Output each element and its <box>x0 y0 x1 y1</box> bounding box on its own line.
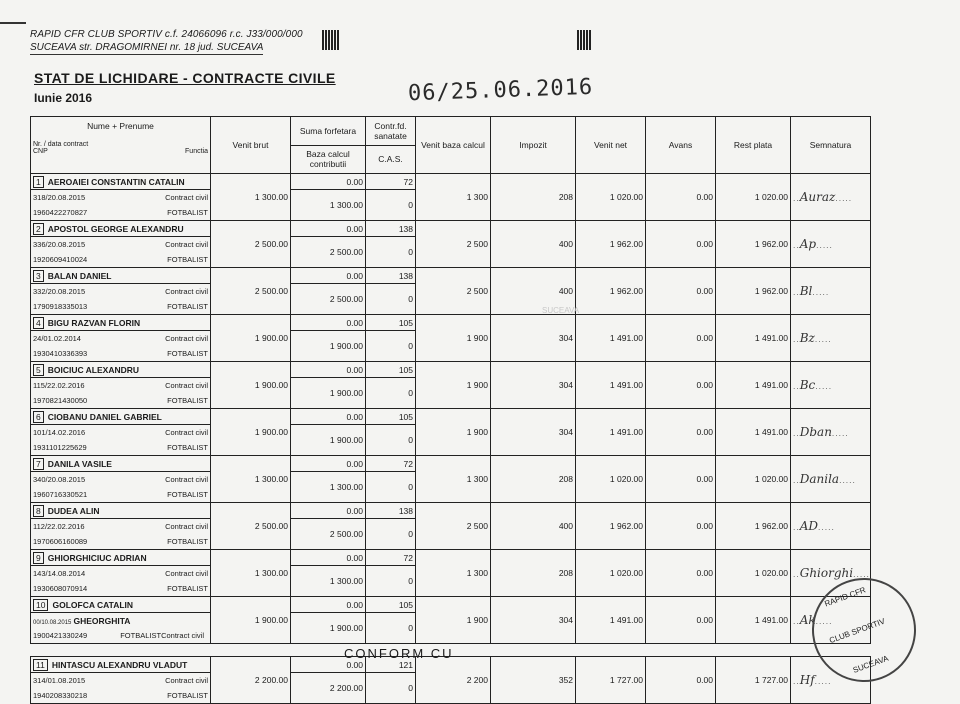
impozit-cell: 400 <box>491 503 576 550</box>
function-value: FOTBALIST <box>167 537 208 546</box>
signature-dots: ..... <box>835 193 853 203</box>
signature-cell <box>791 456 871 503</box>
venit-brut-cell: 1 300.00 <box>211 174 291 221</box>
signature-cell <box>791 174 871 221</box>
employee-name: BALAN DANIEL <box>47 270 112 281</box>
header-impozit: Impozit <box>491 117 576 174</box>
cnp-cell <box>31 628 211 644</box>
cnp-cell <box>31 346 211 362</box>
contract-number: 314/01.08.2015 <box>33 676 86 685</box>
rest-plata-cell: 1 020.00 <box>716 550 791 597</box>
signature-dots: .. <box>793 569 800 579</box>
cas-cell: 0 <box>366 566 416 597</box>
cnp-value: 1931101225629 <box>33 443 87 452</box>
signature-dots: .. <box>793 616 800 626</box>
avans-cell: 0.00 <box>646 362 716 409</box>
row-number: 9 <box>33 552 44 564</box>
cas-cell: 0 <box>366 673 416 704</box>
header-row-1 <box>31 117 871 146</box>
employee-name: DUDEA ALIN <box>47 505 100 516</box>
avans-cell: 0.00 <box>646 315 716 362</box>
impozit-cell: 400 <box>491 221 576 268</box>
suma-forfetara-cell: 0.00 <box>291 657 366 673</box>
baza-calcul-cell: 1 900.00 <box>291 425 366 456</box>
contract-cell <box>31 331 211 347</box>
impozit-cell: 304 <box>491 409 576 456</box>
venit-baza-cell: 1 900 <box>416 362 491 409</box>
signature-dots: ..... <box>815 616 833 626</box>
venit-baza-cell: 2 500 <box>416 268 491 315</box>
contract-cell <box>31 237 211 253</box>
venit-net-cell: 1 491.00 <box>576 597 646 644</box>
sanatate-cell: 72 <box>366 174 416 190</box>
signature-dots: .. <box>793 475 800 485</box>
stamp-text-mid: CLUB SPORTIV <box>828 616 887 646</box>
contract-number: 332/20.08.2015 <box>33 287 86 296</box>
contract-number: 336/20.08.2015 <box>33 240 86 249</box>
cnp-value: 1960716330521 <box>33 490 88 499</box>
contract-number: 00/10.08.2015 <box>33 619 72 626</box>
employee-name: DANILA VASILE <box>47 458 112 469</box>
suma-forfetara-cell: 0.00 <box>291 174 366 190</box>
employee-name: GHIORGHICIUC ADRIAN <box>47 552 147 563</box>
sanatate-cell: 105 <box>366 315 416 331</box>
contract-type: Contract civil <box>165 428 208 437</box>
contract-type: Contract civil <box>165 287 208 296</box>
cnp-value: 1970606160089 <box>33 537 88 546</box>
contract-cell <box>31 472 211 488</box>
contract-type: Contract civil <box>165 676 208 685</box>
row-number: 3 <box>33 270 44 282</box>
document-title: STAT DE LICHIDARE - CONTRACTE CIVILE <box>34 70 336 86</box>
venit-baza-cell: 2 200 <box>416 657 491 704</box>
venit-brut-cell: 1 900.00 <box>211 597 291 644</box>
rest-plata-cell: 1 962.00 <box>716 503 791 550</box>
header-baza-calcul: Baza calcul contributii <box>291 145 366 174</box>
row-number: 5 <box>33 364 44 376</box>
scan-mark <box>0 22 26 24</box>
payroll-table <box>30 116 871 704</box>
function-value: FOTBALIST <box>167 691 208 700</box>
function-value: FOTBALIST <box>167 208 208 217</box>
row-number: 6 <box>33 411 44 423</box>
rest-plata-cell: 1 020.00 <box>716 174 791 221</box>
company-line: RAPID CFR CLUB SPORTIV c.f. 24066096 r.c. J33/000/000 <box>30 29 303 40</box>
name-cell <box>31 221 211 237</box>
table-row <box>31 221 871 237</box>
employee-name: BOICIUC ALEXANDRU <box>47 364 140 375</box>
venit-net-cell: 1 962.00 <box>576 221 646 268</box>
name-cell <box>31 550 211 566</box>
document-period: Iunie 2016 <box>34 91 93 105</box>
function-value: FOTBALIST <box>167 443 208 452</box>
header-venit-baza-calcul: Venit baza calcul <box>416 117 491 174</box>
contract-cell <box>31 190 211 206</box>
signature-dots: ..... <box>818 522 835 532</box>
contract-type: Contract civil <box>165 381 208 390</box>
name-cell <box>31 409 211 425</box>
signature-cell <box>791 503 871 550</box>
baza-calcul-cell: 1 900.00 <box>291 331 366 362</box>
contract-type: Contract civil <box>165 569 208 578</box>
venit-net-cell: 1 727.00 <box>576 657 646 704</box>
suma-forfetara-cell: 0.00 <box>291 409 366 425</box>
sanatate-cell: 105 <box>366 597 416 613</box>
cnp-value: 1940208330218 <box>33 691 88 700</box>
employee-name: CIOBANU DANIEL GABRIEL <box>47 411 162 422</box>
avans-cell: 0.00 <box>646 221 716 268</box>
header-contract-label: Nr. / data contract <box>33 141 89 148</box>
header-cnp-label: CNP <box>33 148 48 155</box>
cnp-cell <box>31 440 211 456</box>
avans-cell: 0.00 <box>646 597 716 644</box>
contract-cell <box>31 284 211 300</box>
sanatate-cell: 72 <box>366 456 416 472</box>
row-number: 4 <box>33 317 44 329</box>
baza-calcul-cell: 2 500.00 <box>291 284 366 315</box>
name-cell <box>31 315 211 331</box>
signature: Danila <box>799 472 840 486</box>
name-cell <box>31 174 211 190</box>
header-suma-forfetara: Suma forfetara <box>291 117 366 146</box>
contract-type: Contract civil <box>165 240 208 249</box>
signature: Bz <box>799 331 815 345</box>
function-value: FOTBALIST <box>167 490 208 499</box>
name-cell <box>31 456 211 472</box>
venit-baza-cell: 1 300 <box>416 550 491 597</box>
venit-baza-cell: 1 300 <box>416 174 491 221</box>
venit-net-cell: 1 962.00 <box>576 268 646 315</box>
cas-cell: 0 <box>366 519 416 550</box>
address-line: SUCEAVA str. DRAGOMIRNEI nr. 18 jud. SUCEAVA <box>30 42 264 53</box>
cnp-value: 1790918335013 <box>33 302 88 311</box>
rest-plata-cell: 1 491.00 <box>716 597 791 644</box>
suma-forfetara-cell: 0.00 <box>291 315 366 331</box>
contract-cell <box>31 378 211 394</box>
contract-cell <box>31 673 211 689</box>
venit-baza-cell: 1 300 <box>416 456 491 503</box>
cnp-value: 1920609410024 <box>33 255 88 264</box>
cnp-cell <box>31 688 211 704</box>
table-row <box>31 456 871 472</box>
impozit-cell: 304 <box>491 597 576 644</box>
employee-name: GOLOFCA CATALIN <box>52 599 134 610</box>
cnp-cell <box>31 487 211 503</box>
venit-net-cell: 1 020.00 <box>576 174 646 221</box>
avans-cell: 0.00 <box>646 657 716 704</box>
signature: Ghiorghi <box>799 566 854 580</box>
contract-type: Contract civil <box>165 475 208 484</box>
function-value: FOTBALIST <box>167 584 208 593</box>
name-cell <box>31 597 211 613</box>
row-number: 1 <box>33 176 44 188</box>
contract-type: Contract civil <box>165 522 208 531</box>
signature-cell <box>791 221 871 268</box>
venit-net-cell: 1 020.00 <box>576 550 646 597</box>
header-semnatura: Semnatura <box>791 117 871 174</box>
cnp-value: 1900421330249 <box>33 631 88 640</box>
signature: Hf <box>799 673 815 687</box>
signature-dots: ..... <box>812 287 830 297</box>
rest-plata-cell: 1 020.00 <box>716 456 791 503</box>
avans-cell: 0.00 <box>646 409 716 456</box>
impozit-cell: 352 <box>491 657 576 704</box>
function-value: FOTBALIST <box>120 631 162 640</box>
contract-type: Contract civil <box>165 334 208 343</box>
impozit-cell: 208 <box>491 550 576 597</box>
signature: Ak <box>799 613 816 627</box>
table-row <box>31 362 871 378</box>
cnp-cell <box>31 299 211 315</box>
cnp-value: 1930608070914 <box>33 584 88 593</box>
employee-name-second: GHEORGHITA <box>73 615 131 626</box>
signature: Auraz <box>799 190 836 204</box>
header-name-cell <box>31 117 211 174</box>
contract-number: 115/22.02.2016 <box>33 381 85 390</box>
venit-brut-cell: 1 300.00 <box>211 550 291 597</box>
signature-dots: .. <box>793 522 800 532</box>
rest-plata-cell: 1 962.00 <box>716 268 791 315</box>
employee-name: APOSTOL GEORGE ALEXANDRU <box>47 223 184 234</box>
header-contr-sanatate: Contr.fd. sanatate <box>366 117 416 146</box>
cas-cell: 0 <box>366 472 416 503</box>
venit-baza-cell: 1 900 <box>416 315 491 362</box>
signature-dots: .. <box>793 428 800 438</box>
signature-cell <box>791 362 871 409</box>
venit-net-cell: 1 491.00 <box>576 362 646 409</box>
stamp-text-bottom: SUCEAVA <box>851 653 890 675</box>
cnp-value: 1930410336393 <box>33 349 88 358</box>
impozit-cell: 304 <box>491 315 576 362</box>
venit-brut-cell: 2 500.00 <box>211 503 291 550</box>
venit-net-cell: 1 962.00 <box>576 503 646 550</box>
suma-forfetara-cell: 0.00 <box>291 362 366 378</box>
barcode-mark-left <box>322 30 340 50</box>
baza-calcul-cell: 1 900.00 <box>291 378 366 409</box>
table-row <box>31 550 871 566</box>
function-value: FOTBALIST <box>167 302 208 311</box>
rest-plata-cell: 1 491.00 <box>716 362 791 409</box>
sanatate-cell: 105 <box>366 362 416 378</box>
employee-name: BIGU RAZVAN FLORIN <box>47 317 141 328</box>
venit-net-cell: 1 491.00 <box>576 315 646 362</box>
employee-name: AEROAIEI CONSTANTIN CATALIN <box>47 176 185 187</box>
baza-calcul-cell: 1 300.00 <box>291 566 366 597</box>
signature-dots: .. <box>793 287 800 297</box>
sanatate-cell: 72 <box>366 550 416 566</box>
impozit-cell: 304 <box>491 362 576 409</box>
venit-baza-cell: 2 500 <box>416 221 491 268</box>
table-row <box>31 315 871 331</box>
signature-dots: ..... <box>839 475 856 485</box>
cas-cell: 0 <box>366 378 416 409</box>
employee-name: HINTASCU ALEXANDRU VLADUT <box>51 659 188 670</box>
signature: Bl <box>799 284 813 298</box>
sanatate-cell: 138 <box>366 503 416 519</box>
baza-calcul-cell: 2 200.00 <box>291 673 366 704</box>
sanatate-cell: 138 <box>366 268 416 284</box>
contract-number: 101/14.02.2016 <box>33 428 86 437</box>
header-name-label: Nume + Prenume <box>87 121 154 131</box>
signature: AD <box>799 519 819 533</box>
venit-brut-cell: 2 500.00 <box>211 221 291 268</box>
baza-calcul-cell: 1 300.00 <box>291 472 366 503</box>
signature-dots: ..... <box>814 676 832 686</box>
baza-calcul-cell: 1 900.00 <box>291 613 366 644</box>
impozit-cell: 208 <box>491 456 576 503</box>
venit-baza-cell: 1 900 <box>416 409 491 456</box>
contract-number: 318/20.08.2015 <box>33 193 86 202</box>
signature-dots: .. <box>793 381 800 391</box>
stamp-text-top: RAPID CFR <box>823 585 867 609</box>
avans-cell: 0.00 <box>646 456 716 503</box>
signature-dots: .. <box>793 240 800 250</box>
header-cas: C.A.S. <box>366 145 416 174</box>
avans-cell: 0.00 <box>646 174 716 221</box>
contract-cell <box>31 566 211 582</box>
signature-dots: .. <box>793 676 800 686</box>
suma-forfetara-cell: 0.00 <box>291 597 366 613</box>
venit-baza-cell: 1 900 <box>416 597 491 644</box>
name-cell <box>31 362 211 378</box>
handwritten-date: 06/25.06.2016 <box>407 74 594 107</box>
signature-dots: .. <box>793 193 800 203</box>
baza-calcul-cell: 2 500.00 <box>291 237 366 268</box>
header-cnp-function <box>33 148 208 155</box>
cnp-value: 1960422270827 <box>33 208 88 217</box>
table-row <box>31 409 871 425</box>
header-venit-net: Venit net <box>576 117 646 174</box>
row-number: 10 <box>33 599 48 611</box>
row-number: 11 <box>33 659 48 671</box>
suma-forfetara-cell: 0.00 <box>291 503 366 519</box>
sanatate-cell: 121 <box>366 657 416 673</box>
avans-cell: 0.00 <box>646 550 716 597</box>
cnp-cell <box>31 534 211 550</box>
venit-brut-cell: 1 300.00 <box>211 456 291 503</box>
cnp-value: 1970821430050 <box>33 396 88 405</box>
venit-net-cell: 1 020.00 <box>576 456 646 503</box>
baza-calcul-cell: 1 300.00 <box>291 190 366 221</box>
contract-cell <box>31 519 211 535</box>
venit-brut-cell: 2 500.00 <box>211 268 291 315</box>
contract-number: 143/14.08.2014 <box>33 569 86 578</box>
signature-cell <box>791 315 871 362</box>
impozit-cell: 208 <box>491 174 576 221</box>
table-row <box>31 503 871 519</box>
venit-brut-cell: 1 900.00 <box>211 362 291 409</box>
header-rest-plata: Rest plata <box>716 117 791 174</box>
contract-cell <box>31 613 211 629</box>
header-venit-brut: Venit brut <box>211 117 291 174</box>
signature-dots: .. <box>793 334 800 344</box>
name-cell <box>31 268 211 284</box>
venit-baza-cell: 2 500 <box>416 503 491 550</box>
cas-cell: 0 <box>366 284 416 315</box>
signature-cell <box>791 409 871 456</box>
contract-type: Contract civil <box>161 631 204 640</box>
function-value: FOTBALIST <box>167 349 208 358</box>
rest-plata-cell: 1 491.00 <box>716 315 791 362</box>
signature: Ap <box>799 237 817 251</box>
name-cell <box>31 657 211 673</box>
contract-cell <box>31 425 211 441</box>
impozit-cell: 400 <box>491 268 576 315</box>
row-number: 8 <box>33 505 44 517</box>
header-function-label: Functia <box>185 148 208 155</box>
signature: Bc <box>799 378 816 392</box>
cas-cell: 0 <box>366 331 416 362</box>
suma-forfetara-cell: 0.00 <box>291 550 366 566</box>
signature-dots: ..... <box>816 240 833 250</box>
cas-cell: 0 <box>366 613 416 644</box>
suma-forfetara-cell: 0.00 <box>291 221 366 237</box>
baza-calcul-cell: 2 500.00 <box>291 519 366 550</box>
table-row <box>31 174 871 190</box>
rest-plata-cell: 1 491.00 <box>716 409 791 456</box>
signature-cell <box>791 268 871 315</box>
venit-brut-cell: 1 900.00 <box>211 315 291 362</box>
suma-forfetara-cell: 0.00 <box>291 456 366 472</box>
venit-net-cell: 1 491.00 <box>576 409 646 456</box>
signature-dots: ..... <box>814 334 832 344</box>
barcode-mark-right <box>577 30 592 50</box>
rest-plata-cell: 1 962.00 <box>716 221 791 268</box>
venit-brut-cell: 2 200.00 <box>211 657 291 704</box>
signature-dots: ..... <box>853 569 870 579</box>
sanatate-cell: 138 <box>366 221 416 237</box>
table-row <box>31 597 871 613</box>
name-cell <box>31 503 211 519</box>
cas-cell: 0 <box>366 425 416 456</box>
row-number: 7 <box>33 458 44 470</box>
avans-cell: 0.00 <box>646 503 716 550</box>
signature: Dban <box>799 425 832 439</box>
cas-cell: 0 <box>366 237 416 268</box>
sanatate-cell: 105 <box>366 409 416 425</box>
cas-cell: 0 <box>366 190 416 221</box>
avans-cell: 0.00 <box>646 268 716 315</box>
signature-dots: ..... <box>815 381 833 391</box>
cnp-cell <box>31 393 211 409</box>
row-number: 2 <box>33 223 44 235</box>
function-value: FOTBALIST <box>167 255 208 264</box>
suma-forfetara-cell: 0.00 <box>291 268 366 284</box>
header-avans: Avans <box>646 117 716 174</box>
function-value: FOTBALIST <box>167 396 208 405</box>
venit-brut-cell: 1 900.00 <box>211 409 291 456</box>
table-row <box>31 268 871 284</box>
cnp-cell <box>31 581 211 597</box>
watermark-text: SUCEAVA <box>542 306 580 315</box>
rest-plata-cell: 1 727.00 <box>716 657 791 704</box>
contract-type: Contract civil <box>165 193 208 202</box>
contract-number: 340/20.08.2015 <box>33 475 86 484</box>
cnp-cell <box>31 205 211 221</box>
conform-text: CONFORM CU <box>344 646 454 661</box>
contract-number: 112/22.02.2016 <box>33 522 85 531</box>
cnp-cell <box>31 252 211 268</box>
contract-number: 24/01.02.2014 <box>33 334 81 343</box>
signature-dots: ..... <box>831 428 849 438</box>
